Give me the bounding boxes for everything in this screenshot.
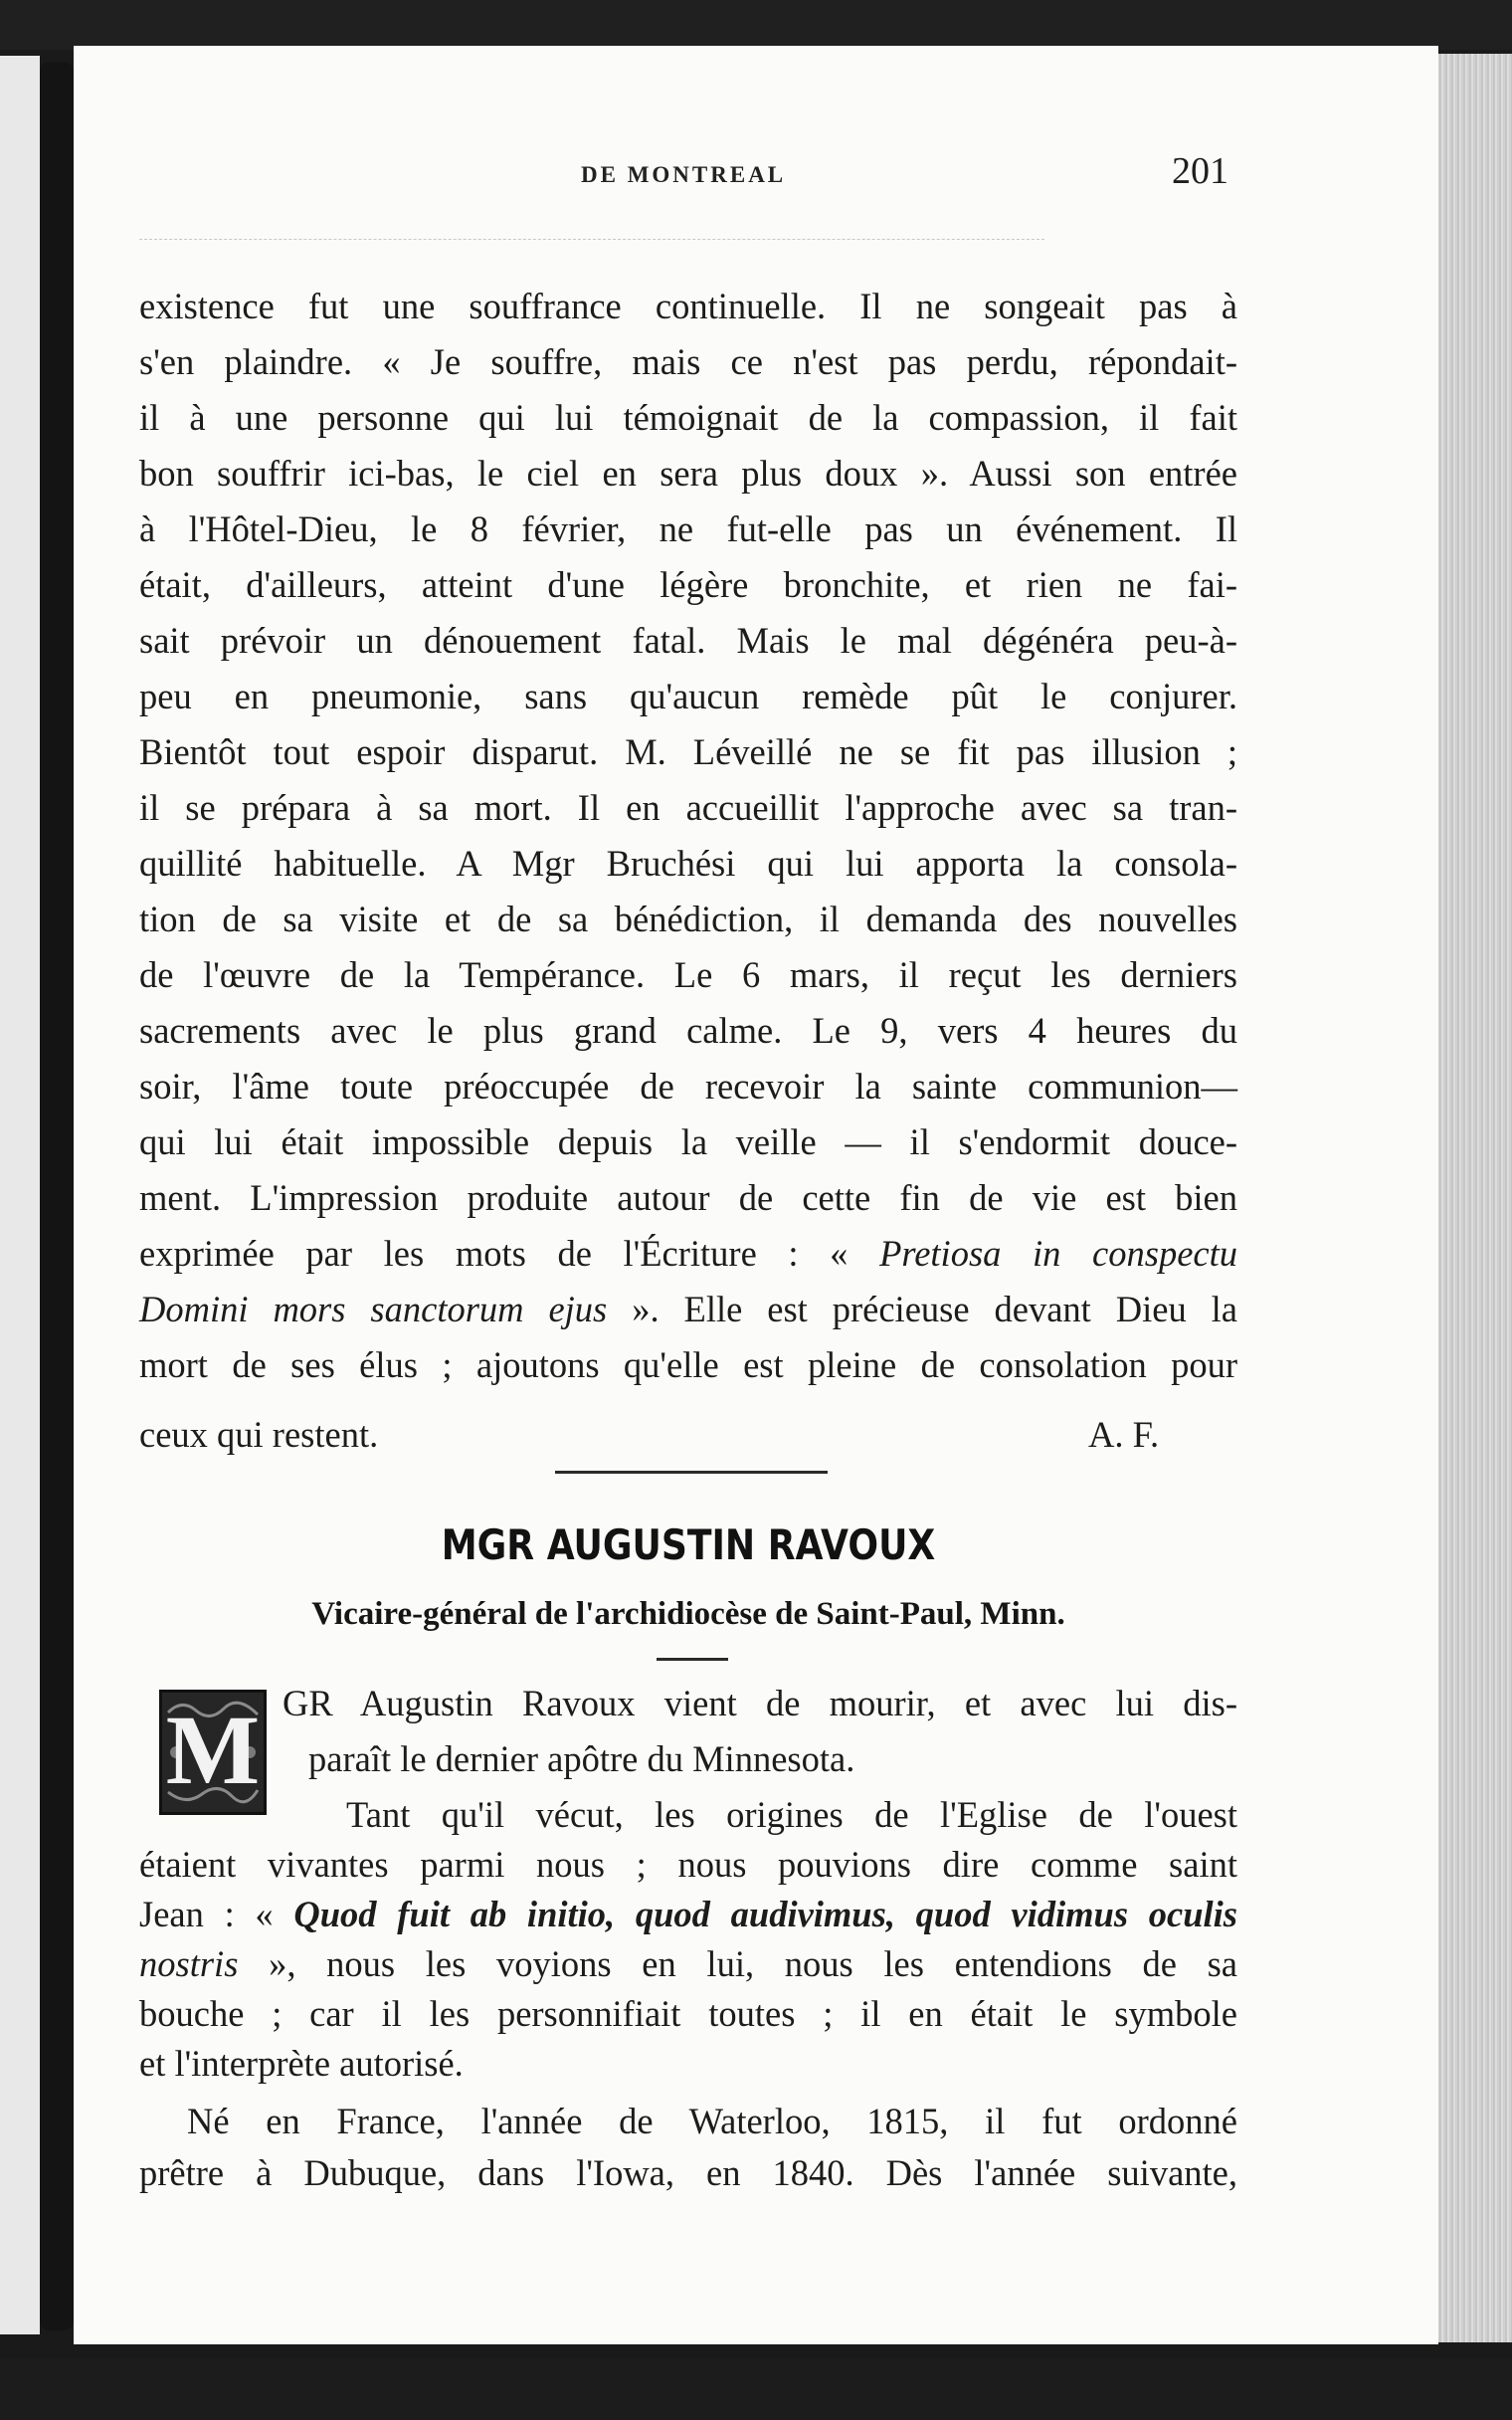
page-number: 201	[1172, 150, 1228, 192]
text-line: GR Augustin Ravoux vient de mourir, et avec lui dis-	[283, 1683, 1237, 1723]
text-line: sacrements avec le plus grand calme. Le 9, vers 4 heures du	[139, 1010, 1237, 1051]
text-segment: exprimée par les mots de l'Écriture : «	[139, 1233, 880, 1274]
text-line: prêtre à Dubuque, dans l'Iowa, en 1840. Dès l'année suivante,	[139, 2152, 1237, 2193]
text-line: sait prévoir un dénouement fatal. Mais le mal dégénéra peu-à-	[139, 620, 1237, 661]
facing-page-edge	[0, 56, 40, 2334]
text-line: s'en plaindre. « Je souffre, mais ce n'est pas perdu, répondait-	[139, 341, 1237, 382]
text-line: étaient vivantes parmi nous ; nous pouvions dire comme saint	[139, 1844, 1237, 1885]
text-line: qui lui était impossible depuis la veille — il s'endormit douce-	[139, 1121, 1237, 1162]
text-line: existence fut une souffrance continuelle. Il ne songeait pas à	[139, 286, 1237, 326]
text-line: Bientôt tout espoir disparut. M. Léveillé ne se fit pas illusion ;	[139, 731, 1237, 772]
latin-quote: Quod fuit ab initio, quod audivimus, quod vidimus oculis	[293, 1894, 1237, 1934]
page-edges	[1438, 54, 1512, 2342]
text-line: et l'interprète autorisé.	[139, 2043, 464, 2084]
scan-bottom-border	[0, 2358, 1512, 2420]
latin-quote: Pretiosa in conspectu	[879, 1233, 1237, 1274]
text-line: il se prépara à sa mort. Il en accueillit l'approche avec sa tran-	[139, 787, 1237, 828]
text-line	[139, 1232, 1237, 1275]
text-line: il à une personne qui lui témoignait de la compassion, il fait	[139, 397, 1237, 438]
author-signature: A. F.	[1088, 1414, 1160, 1455]
text-segment: ». Elle est précieuse devant Dieu la	[607, 1289, 1237, 1329]
scan-top-border	[0, 0, 1512, 50]
text-line	[139, 1288, 1237, 1330]
text-line: ment. L'impression produite autour de cette fin de vie est bien	[139, 1177, 1237, 1218]
text-segment: », nous les voyions en lui, nous les entendions de sa	[238, 1943, 1237, 1984]
article-title: MGR AUGUSTIN RAVOUX	[441, 1520, 936, 1569]
text-line	[139, 1942, 1237, 1985]
text-line: mort de ses élus ; ajoutons qu'elle est pleine de consolation pour	[139, 1344, 1237, 1385]
text-line: tion de sa visite et de sa bénédiction, il demanda des nouvelles	[139, 899, 1237, 939]
section-separator	[555, 1471, 828, 1474]
text-line: à l'Hôtel-Dieu, le 8 février, ne fut-elle pas un événement. Il	[139, 508, 1237, 549]
text-line	[139, 1893, 1237, 1935]
text-line: Né en France, l'année de Waterloo, 1815, il fut ordonné	[187, 2101, 1237, 2141]
running-header: DE MONTREAL	[581, 162, 787, 187]
text-line: de l'œuvre de la Tempérance. Le 6 mars, il reçut les derniers	[139, 954, 1237, 995]
text-line: soir, l'âme toute préoccupée de recevoir la sainte communion—	[139, 1066, 1237, 1107]
text-line: peu en pneumonie, sans qu'aucun remède pût le conjurer.	[139, 676, 1237, 716]
text-line: paraît le dernier apôtre du Minnesota.	[308, 1738, 855, 1779]
ornamental-dropcap	[159, 1690, 267, 1815]
latin-quote: Domini mors sanctorum ejus	[139, 1289, 608, 1329]
header-rule	[139, 239, 1044, 240]
text-line: ceux qui restent.	[139, 1414, 379, 1455]
text-line: bon souffrir ici-bas, le ciel en sera plus doux ». Aussi son entrée	[139, 453, 1237, 494]
text-segment: Jean : «	[139, 1894, 294, 1934]
article-subtitle: Vicaire-général de l'archidiocèse de Saint-Paul, Minn.	[311, 1596, 1065, 1632]
text-line: Tant qu'il vécut, les origines de l'Eglise de l'ouest	[346, 1794, 1237, 1835]
book-spine-shadow	[40, 62, 74, 2330]
text-line: était, d'ailleurs, atteint d'une légère bronchite, et rien ne fai-	[139, 564, 1237, 605]
dropcap-letter: M	[165, 1695, 261, 1805]
text-line: quillité habituelle. A Mgr Bruchési qui lui apporta la consola-	[139, 843, 1237, 884]
latin-quote: nostris	[139, 1943, 239, 1984]
text-line: bouche ; car il les personnifiait toutes ; il en était le symbole	[139, 1993, 1237, 2034]
title-rule	[657, 1658, 728, 1661]
